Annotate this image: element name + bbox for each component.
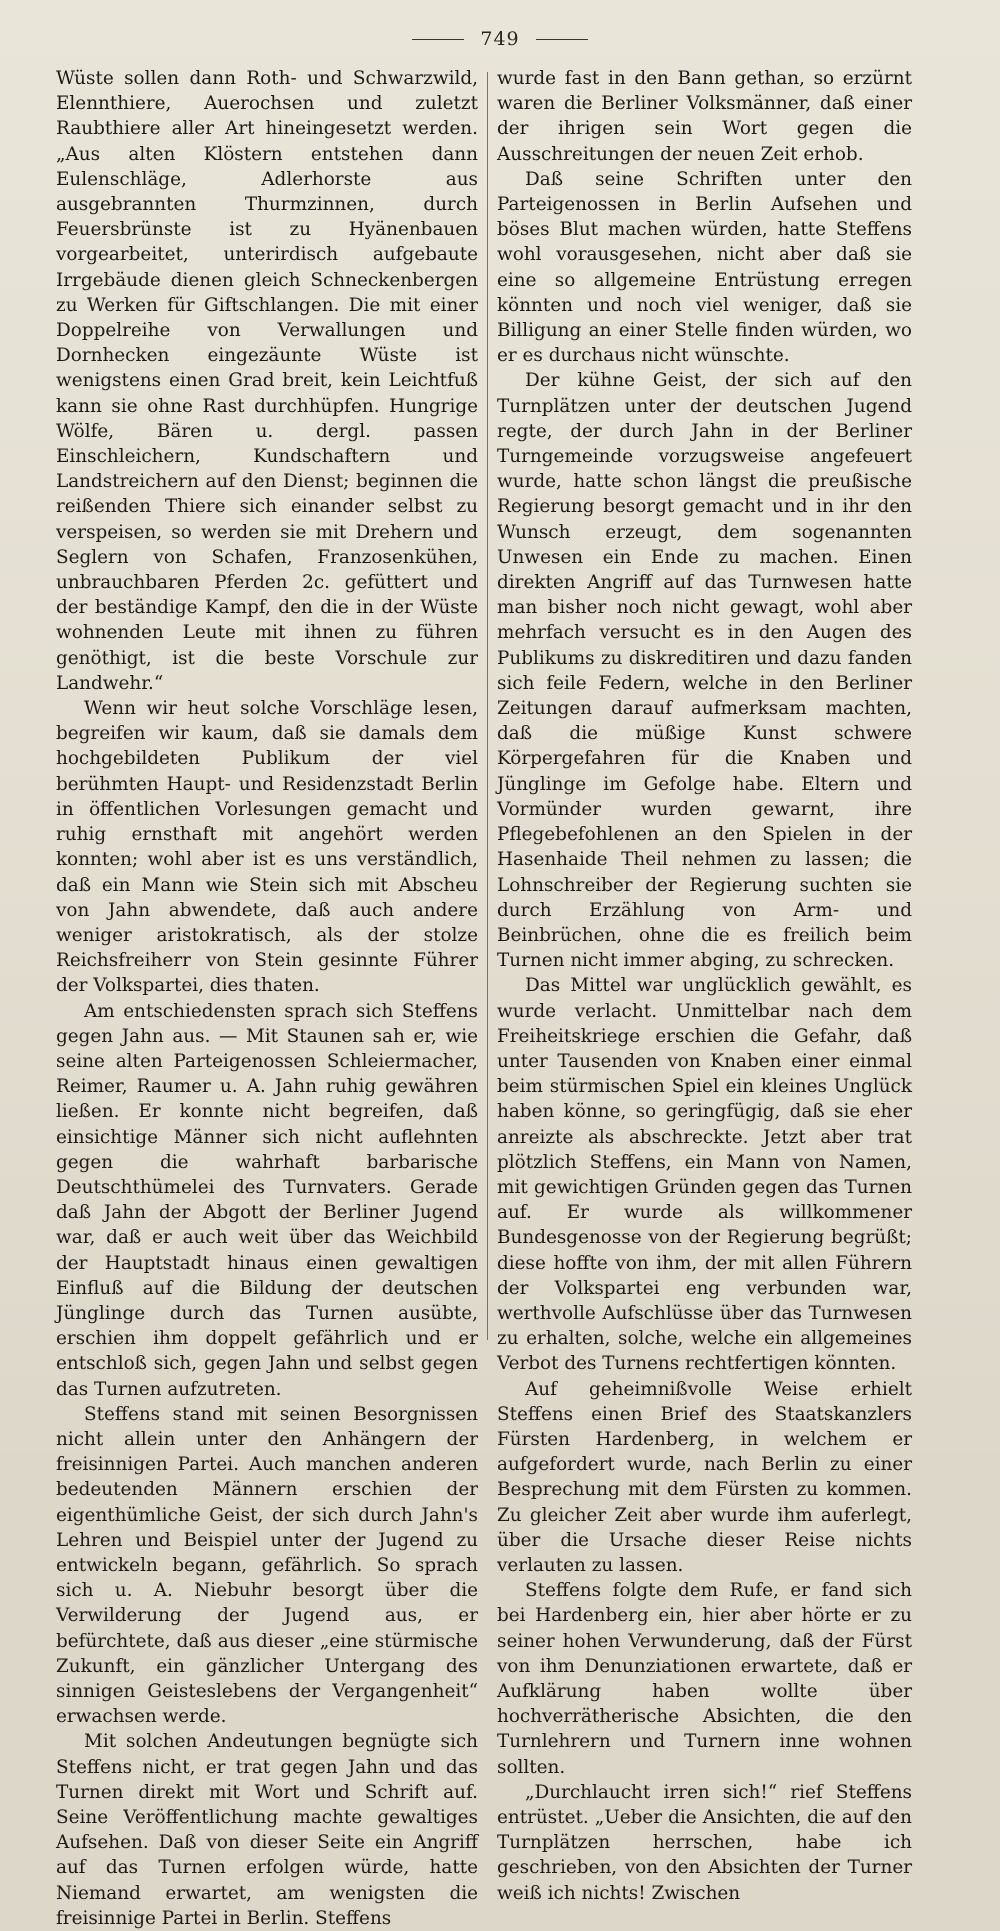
paragraph: Am entschiedensten sprach sich Steffens gegen Jahn aus. — Mit Staunen sah er, wie seine alten Parteigenossen Schleiermacher, Reimer, Raumer u. A. Jahn ruhig gewähren ließen. Er konnte nicht begreifen, daß einsichtige Männer sich nicht auflehnten gegen die wahrhaft barbarische Deutschthümelei des Turnvaters. Gerade daß Jahn der Abgott der Berliner Jugend war, daß er auch weit über das Weichbild der Hauptstadt hinaus einen gewaltigen Einfluß auf die Bildung der deutschen Jünglinge durch das Turnen ausübte, erschien ihm doppelt gefährlich und er entschloß sich, gegen Jahn und selbst gegen das Turnen aufzutreten. [56,1000,478,1400]
paragraph: Wenn wir heut solche Vorschläge lesen, begreifen wir kaum, daß sie damals dem hochgebildeten Publikum der viel berühmten Haupt- und Residenzstadt Berlin in öffentlichen Vorlesungen gemacht und ruhig ernsthaft mit angehört werden konnten; wohl aber ist es uns verständlich, daß ein Mann wie Stein sich mit Abscheu von Jahn abwendete, daß auch andere weniger aristokratisch, als der stolze Reichsfreiherr von Stein gesinnte Führer der Volkspartei, dies thaten. [56,698,478,997]
paragraph: Das Mittel war unglücklich gewählt, es wurde verlacht. Unmittelbar nach dem Freiheitskriege erschien die Gefahr, daß unter Tausenden von Knaben einer einmal beim stürmischen Spiel ein kleines Unglück haben könne, so geringfügig, daß sie eher anreizte als abschreckte. Jetzt aber trat plötzlich Steffens, ein Mann von Namen, mit gewichtigen Gründen gegen das Turnen auf. Er wurde als willkommener Bundesgenosse von der Regierung begrüßt; diese hoffte von ihm, der mit allen Führern der Volkspartei eng verbunden war, werthvolle Aufschlüsse über das Turnwesen zu erhalten, solche, welche ein allgemeines Verbot des Turnens rechtfertigen könnten. [497,975,912,1375]
column-divider [487,72,488,1340]
paragraph: Wüste sollen dann Roth- und Schwarzwild, Elennthiere, Auerochsen und zuletzt Raubthiere aller Art hineingesetzt werden. „Aus alten Klöstern entstehen dann Eulenschläge, Adlerhorste aus ausgebrannten Thurmzinnen, durch Feuersbrünste ist zu Hyänenbauen vorgearbeitet, unterirdisch aufgebaute Irrgebäude dienen gleich Schneckenbergen zu Werken für Giftschlangen. Die mit einer Doppelreihe von Verwallungen und Dornhecken eingezäunte Wüste ist wenigstens einen Grad breit, kein Leichtfuß kann sie ohne Rast durchhüpfen. Hungrige Wölfe, Bären u. dergl. passen Einschleichern, Kundschaftern und Landstreichern auf den Dienst; beginnen die reißenden Thiere sich einander selbst zu verspeisen, so werden sie mit Drehern und Seglern von Schafen, Franzosenkühen, unbrauchbaren Pferden 2c. gefüttert und der beständige Kampf, den die in der Wüste wohnenden Leute mit ihnen zu führen genöthigt, ist die beste Vorschule zur Landwehr.“ [56,68,478,694]
header-rule-right [536,39,588,40]
paragraph: wurde fast in den Bann gethan, so erzürnt waren die Berliner Volksmänner, daß einer der ihrigen sein Wort gegen die Ausschreitungen der neuen Zeit erhob. [497,68,912,165]
paragraph: Steffens folgte dem Rufe, er fand sich bei Hardenberg ein, hier aber hörte er zu seiner hohen Verwunderung, daß der Fürst von ihm Denunziationen erwartete, daß er Aufklärung haben wollte über hochverrätherische Absichten, die den Turnlehrern und Turnern inne wohnen sollten. [497,1580,912,1778]
page-number: 749 [480,28,520,50]
paragraph: Daß seine Schriften unter den Parteigenossen in Berlin Aufsehen und böses Blut machen würden, hatte Steffens wohl vorausgesehen, nicht aber daß sie eine so allgemeine Entrüstung erregen könnten und noch viel weniger, daß sie Billigung an einer Stelle finden würden, wo er es durchaus nicht wünschte. [497,168,912,367]
paragraph: Der kühne Geist, der sich auf den Turnplätzen unter der deutschen Jugend regte, der durch Jahn in der Berliner Turngemeinde vorzugsweise angefeuert wurde, hatte schon längst die preußische Regierung besorgt gemacht und in ihr den Wunsch erzeugt, dem sogenannten Unwesen ein Ende zu machen. Einen direkten Angriff auf das Turnwesen hatte man bisher noch nicht gewagt, wohl aber mehrfach versucht es in den Augen des Publikums zu diskreditiren und dazu fanden sich feile Federn, welche in den Berliner Zeitungen darauf aufmerksam machten, daß die müßige Kunst schwere Körpergefahren für die Knaben und Jünglinge im Gefolge habe. Eltern und Vormünder wurden gewarnt, ihre Pflegebefohlenen an den Spielen in der Hasenhaide Theil nehmen zu lassen; die Lohnschreiber der Regierung suchten sie durch Erzählung von Arm- und Beinbrüchen, ohne die es freilich beim Turnen nicht immer abging, zu schrecken. [497,370,912,972]
paragraph: „Durchlaucht irren sich!“ rief Steffens entrüstet. „Ueber die Ansichten, die auf den Turnplätzen herrschen, habe ich geschrieben, von den Absichten der Turner weiß ich nichts! Zwischen [497,1781,912,1904]
header-rule-left [412,39,464,40]
paragraph: Auf geheimnißvolle Weise erhielt Steffens einen Brief des Staatskanzlers Fürsten Hardenberg, in welchem er aufgefordert wurde, nach Berlin zu einer Besprechung mit dem Fürsten zu kommen. Zu gleicher Zeit aber wurde ihm auferlegt, über die Ursache dieser Reise nichts verlauten zu lassen. [497,1378,912,1576]
paragraph: Steffens stand mit seinen Besorgnissen nicht allein unter den Anhängern der freisinnigen Partei. Auch manchen anderen bedeutenden Männern erschien der eigenthümliche Geist, der sich durch Jahn's Lehren und Beispiel unter der Jugend zu entwickeln begann, gefährlich. So sprach sich u. A. Niebuhr besorgt über die Verwilderung der Jugend aus, er befürchtete, daß aus dieser „eine stürmische Zukunft, ein gänzlicher Untergang des sinnigen Geisteslebens der Vergangenheit“ erwachsen werde. [56,1403,478,1728]
page-header [0,28,1000,50]
right-column [497,66,912,1906]
paragraph: Mit solchen Andeutungen begnügte sich Steffens nicht, er trat gegen Jahn und das Turnen direkt mit Wort und Schrift auf. Seine Veröffentlichung machte gewaltiges Aufsehen. Daß von dieser Seite ein Angriff auf das Turnen erfolgen würde, hatte Niemand erwartet, am wenigsten die freisinnige Partei in Berlin. Steffens [56,1731,478,1929]
left-column [56,66,478,1931]
